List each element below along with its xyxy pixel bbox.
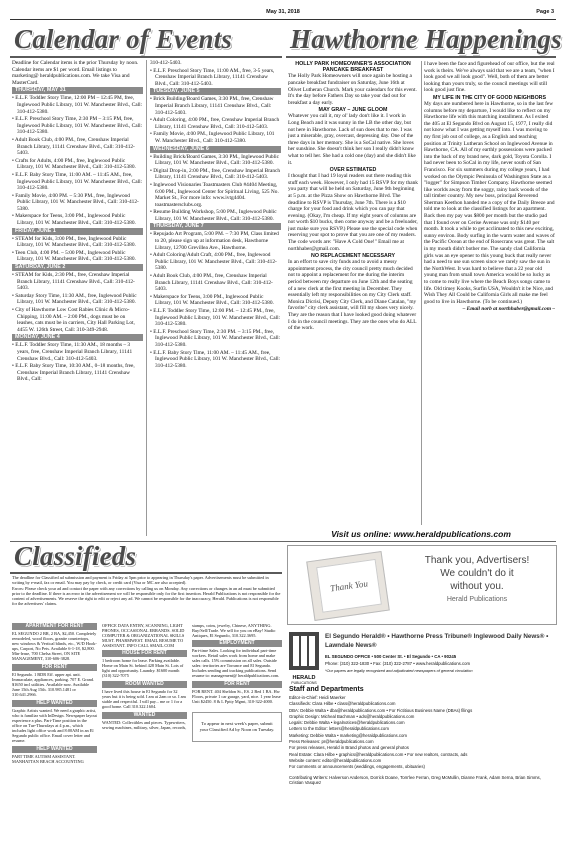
classified-ad-text: El Segundo. 1 BDR Eff. upper apt. unit. Immaculate, appliances, parking. 707 E. Grand. $1650 incl utilities. Available now. Available June 15th Aug 15th. 310.985.1481 or 310.641.2966.: [12, 672, 95, 697]
article-paragraph: I have been the face and figurehead of our office, but the real work is theirs. We've always said that we are a team, "when I look good we all look good". Well, both of them are better looking than yours truly, so the council meetings will still look good just fine.: [424, 61, 555, 94]
article-heading: HOLLY PARK HOMEOWNER'S ASSOCIATION PANCAKE BREAKFAST: [295, 61, 411, 74]
hawthorne-column-1: [288, 61, 418, 525]
staff-entry: For press releases, Herald in Brand photos and general photos: [289, 745, 409, 751]
website-banner: Visit us online: www.heraldpublications.com: [331, 529, 511, 539]
calendar-event: • E.L.F. Preschool Story Time, 11:00 AM., free, 3-5 years, Crenshaw Imperial Branch Library, 11141 Crenshaw Blvd., Call: 310-412-5403.: [150, 67, 275, 87]
thank-you-sponsor: Herald Publications: [446, 596, 508, 603]
thank-you-line: without you.: [450, 581, 504, 592]
calendar-event: • E.L.F. Toddler Story Time, 11:30 AM., 18 months – 3 years, free, Crenshaw Imperial Branch Library, 11141 Crenshaw Blvd., Call: 310-412-5403.: [12, 342, 133, 362]
hawthorne-column-2: [424, 61, 555, 525]
staff-entry: Classifieds: Clara Hilbe • class@heraldpublications.com: [289, 701, 396, 707]
staff-entry: Legals: Debbie Walta • legalnotices@heraldpublications.com: [289, 720, 405, 726]
staff-entry: Graphic Design: Micheal Bachman • ads@heraldpublications.com: [289, 713, 415, 719]
article-paragraph: I thought that I had 19 loyal readers out there reading this stuff each week. However, I only had 15 RSVP for my thank you party that will be held on Saturday, June 9th beginning at 5 p.m. at the Pizza Show on Hawthorne Blvd. The deadline to RSVP is Thursday, June 7th. There is a $10 charge for your food and drink which you can pay that evening. (Okay, I'm cheap. If my eight years of columns are not worth $10 bucks, then come anyway and be a freeloader, just make sure you RSVP.) Please use the special code when reserving your spot to prove that you are one of my readers. The code words are: "Have A Cold One!" Email me at northhaber@gmail.com.: [288, 173, 418, 252]
calendar-event: • Inglewood Visionaries Toastmasters Club #4404 Meeting, 6:00 PM., Inglewood Center for Spiritual Living, 525 No. Market St., For more info: www.ivtg4404. toastmastersclubs.org.: [150, 181, 279, 208]
masthead-note: *Our papers are legally recognized and adjudicated newspapers of general circulation: [325, 668, 473, 673]
calendar-event: • Resume Building Workshop, 5:00 PM., Inglewood Public Library, 101 W. Manchester Blvd., Call: 310-412-5380.: [150, 209, 277, 222]
classified-category: HELP WANTED: [12, 746, 97, 753]
day-header: SATURDAY, JUNE 2: [12, 264, 143, 271]
masthead-office: EL SEGUNDO OFFICE • 500 Center St. • El Segundo • CA • 90245: [325, 654, 457, 659]
staff-entry: Letters to the Editor: letters@heraldpublications.com: [289, 726, 389, 732]
staff-entry: Contributing Writers: Halverson Anderson, Dorrick Doane, Tom'lee Ferran, Greg McMullin, Dianne Frank, Adam Serna, Brian Simms, Cristian Vasquez: [289, 774, 541, 786]
thank-you-card-image: Thank You: [306, 551, 390, 621]
masthead-papers: El Segundo Herald® • Hawthorne Press Tribune® Inglewood Daily News® • Lawndale News®: [325, 633, 549, 649]
calendar-column-1: [12, 60, 143, 536]
staff-entry: DBA: Debbie Walta • dba@heraldpublications.com • For Fictitious Business Name (DBAs) filings: [289, 707, 473, 713]
calendar-event: • Adult Book Club, 4:00 PM., free, Crenshaw Imperial Branch Library, 11141 Crenshaw Blvd., Call: 310-412-5403.: [12, 136, 135, 157]
calendar-title-rule: [10, 56, 282, 58]
calendar-intro: Deadline for Calendar items is the prior Thursday by noon. Calendar items are $1 per word. Email listings to marketing@ heraldpublications.com. We take Visa and MasterCard.: [12, 60, 139, 86]
calendar-event: • Saturday Story Time, 11:30 AM., free, Inglewood Public Library, 101 W. Manchester Blvd., Call: 310-412-5380.: [12, 292, 137, 306]
header-rule: [10, 19, 556, 20]
classified-deadline-box: To appear in next week's paper, submit your Classified Ad by Noon on Tuesday.: [192, 712, 282, 742]
day-header: MONDAY, JUNE 4: [12, 334, 143, 341]
classifieds-title: Classifieds: [14, 541, 137, 571]
classified-category: FOR RENT: [192, 681, 282, 688]
calendar-event: • E.L.F. Baby Story Time, 10:30 AM., 0–18 months, free, Crenshaw Imperial Branch Library, 11141 Crenshaw Blvd., Call:: [12, 363, 135, 383]
staff-list: [289, 695, 553, 841]
calendar-event: • Makerspace for Teens, 3:00 PM., Inglewood Public Library, 101 W. Manchester Blvd., Call: 310-412-5380.: [12, 213, 136, 227]
calendar-event: • STEAM for Kids, 2:30 PM., free, Crenshaw Imperial Branch Library, 11141 Crenshaw Blvd., Call: 310-412-5403.: [12, 272, 135, 292]
article-paragraph: My days are numbered here in Hawthorne, so in the last few columns before my departure, I would like to reflect on my Hawthorne life with this matching installment. As I exited the 405 at El Segundo Blvd on August 15, 1977, I really did not know what I was getting myself into. I was moving to my first job out of college, as a English and teaching position at Trinity Lutheran School on Inglewood Avenue in Hawthorne, CA. All of my earthly possessions were packed into the back of my brand new, dark gold, Toyota Corolla. I had never been to SoCal in my life, never south of San Francisco. For six summers during my college years, I had worked on the Olympic Peninsula of Washington State as a "logger" for Simpson Timber Company. Hawthorne seemed like worlds away from the soggy, rainy back woods of the tall timber country. My new boss, principal Reverend Sherman Keethon handed me a copy of the Daily Breeze and told me to look at the classified listings for an apartment. Back then my pay was $800 per month but the studio pad that I found over on Cerise Avenue was only $140 per month. It took a while to get acclimated to this new exciting, sunny environ. Body surfing in the warm water and waves of the Pacific Ocean at the end of Rosecrans was great. The salt in my mouth didn't bother me. The sandy clad California girls was an eye opener to this young buck that really never had a need to use sun screen since we rarely saw the sun in the NorthWest. It was hard to believe that a 22 year old young man from small town America would be so lucky as to come to really live where the Beach Boys songs came to life. Old timey Kooks, Surfin USA, Wouldn't it be Nice, and Wish They All Could be California Girls all make me feel good to live in Hawthorne. (To be continued.): [424, 100, 555, 305]
calendar-continued: 310-412-5403.: [150, 60, 182, 66]
classified-ad-text: Graphic Artists wanted. We need a graphic artist, who is familiar with InDesign. Newspaper layout experience a plus. Part-Time position in the office on Tue-Thursdays at 4 p.m., which includes light office work and 8:00AM in an El Segundo public office. Email cover letter and resume.: [12, 708, 97, 743]
calendar-event: • Adult Book Club, 4:00 PM., free, Crenshaw Imperial Branch Library, 11141 Crenshaw Blvd., Call: 310-412-5403.: [150, 273, 273, 293]
page-number: Page 3: [536, 9, 554, 15]
day-header: WEDNESDAY, JUNE 6: [150, 146, 281, 153]
calendar-event: • Brick Building/Board Games, 3:30 PM., free, Crenshaw Imperial Branch Library, 11141 Crenshaw Blvd., Call: 310-412-5403.: [150, 96, 274, 116]
calendar-event: • Crafts for Adults, 4:00 PM., free, Inglewood Public Library, 101 W. Manchester Blvd., Call: 310-412-5380.: [12, 157, 136, 171]
classified-ad-text: FOR RENT. 404 Sheldon St., ES. 2 Bed 1 BA. Hw Floors, private 1 car garage, yard, nice. 1 year lease Unit $2450. 8 & L Pptty Mgmt, 310-322-4000.: [192, 689, 281, 704]
article-paragraph: The Holly Park Homeowners will once again be hosting a pancake breakfast fundraiser on Saturday, June 16th at Olivet Lutheran Church. Mark your calendars for this event. It's the day before Fathers Day so take your dad out for breakfast a day early.: [288, 73, 417, 106]
staff-entry: Website content: editor@heraldpublications.com: [289, 757, 382, 763]
article-subheading: MAY GRAY – JUNE GLOOM: [318, 107, 388, 114]
calendar-title: Calendar of Events: [14, 24, 233, 54]
article-paragraph: In an effort to save city funds and to avoid a messy appointment process, the city council pretty much decided not to appoint a replacement for me during the interim period between my departure on June 12th and the seating of a new clerk at the first meeting in December. They essentially left my responsibilities on my City Clerk staff. Monica Dicrisi, Deputy City Clerk, and Diane Catalan, "my favorite" city clerk assistant, will fill my shoes very nicely. They are the reason that I have looked good doing whatever I do in the council meetings. They are the ones who do ALL of the work.: [288, 259, 417, 332]
classified-category: EMPLOYMENT: [192, 640, 282, 647]
calendar-event: • E.L.F. Preschool Story Time, 2:30 PM. – 3:15 PM., free, Inglewood Public Library, 101 W. Manchester Blvd., Call: 310-412-5380.: [150, 328, 281, 348]
classified-category: APARTMENT FOR RENT: [12, 623, 97, 630]
classified-category: FOR RENT: [12, 664, 97, 671]
day-header: FRIDAY, JUNE 1: [12, 228, 143, 235]
masthead-phone: Phone: (310) 322-1830 • Fax: (310) 322-2787 • www.heraldpublications.com: [325, 661, 471, 666]
classifieds-column-2: OFFICE DATA ENTRY, SCANNING, LIGHT PHONES, OCCASIONAL ERRANDS. SOLID COMPUTER & ORGANIZATIONAL SKILLS MUST. PHARMWEST. EMAIL RESUME TO ASSISTANT. INFO CALL SMAIL.COM HOUSE FOR RENT 1 bedroom home for lease. Parking available. Home on Main St. behind 428 Main St. Lots of light and opportunity. Laundry. $1600 month (310) 322-7075 ROOM WANTED I have lived this house in El Segundo for 32 years but it is being sold. I am at 2am or so. I am stable and respectful. I will pay... me or 1 for a good home. Call 310.322.1604. WANTED WANTED: Collectibles and pieces. Typewriters, sewing machines, military, silver, Japan, records,: [102, 623, 187, 730]
classified-ad-text: WANTED: Collectibles and pieces. Typewriters, sewing machines, military, silver, Japan, records,: [102, 720, 187, 730]
hawthorne-title-rule: [286, 56, 556, 58]
calendar-event: • Digital Drop-in, 2:00 PM., free, Crenshaw Imperial Branch Library, 11141 Crenshaw Blvd., Call: 310-412-5403.: [150, 167, 281, 181]
calendar-event: • E.L.F. Toddler Story Time, 12:00 PM. – 12:45 PM., free, Inglewood Public Library, 101 W. Manchester Blvd., Call: 310-412-5380.: [150, 308, 281, 328]
thank-you-ad: [287, 545, 557, 625]
classified-category: HOUSE FOR RENT: [102, 650, 187, 657]
calendar-event: • Makerspace for Teens, 3:00 PM., Inglewood Public Library, 101 W. Manchester Blvd., Call: 310-412-5380.: [150, 293, 274, 307]
calendar-event: • Adult Coloring, 4:00 PM., free, Crenshaw Imperial Branch Library, 11141 Crenshaw Blvd., Call: 310-412-5403.: [150, 117, 280, 130]
article-subheading: OVER ESTIMATED: [329, 167, 377, 174]
calendar-event: • Repujado Art Program, 5:00 PM. – 7:30 PM, Class limited to 20, please sign up at information desk, Hawthorne Library, 12700 Grevillea Ave., Hawthorne.: [150, 231, 279, 251]
classified-category: HELP WANTED: [12, 700, 97, 707]
staff-entry: Press Releases: pr@heraldpublications.com: [289, 739, 374, 745]
classified-ad-text: I have lived this house in El Segundo for 32 years but it is being sold. I am at 2am or so. I am stable and respectful. I will pay... me or 1 for a good home. Call 310.322.1604.: [102, 689, 186, 709]
thank-you-headline: Thank you, Advertisers!: [424, 555, 530, 566]
classified-category: WANTED: [102, 712, 187, 719]
classifieds-column-1: [12, 623, 97, 839]
calendar-event: • Family Movie, 4:00 PM., Inglewood Public Library, 101 W. Manchester Blvd., Call: 310-412-5380.: [150, 131, 275, 144]
classified-ad-text: PART TIME AUTISM ASSISTANT. MANHATTAN BEACH ACCOUNTING: [12, 754, 84, 764]
staff-entry: Editor-in-Chief: Heidi Maerker: [289, 695, 346, 700]
day-header: TUESDAY, JUNE 5: [150, 88, 281, 95]
classifieds-intro: The deadline for Classified ad submission and payment is Friday at 5pm prior to appearing in Thursday's paper. Advertisements must be submitted in writing by e-mail, fax or email. You may pay by check, or credit card (Visa or MC are also accepted). Errors: Please check your ad and contact the paper with any corrections by calling us on Monday. Any corrections or changes in an ad must be submitted prior to the deadline. If there is an error in the advertisement we will be responsible only for the first insertion. Herald Publications is not responsible for the content of advertisements. We reserve the right to edit or reject any ad. We cannot be responsible for the inaccuracy, Herald. Publications is not responsible for the advertisers' claims.: [12, 575, 281, 606]
staff-entry: For comments or announcements (weddings, engagements, obituaries): [289, 764, 425, 770]
classified-ad-text: Part-time Sales. Looking for individual part-time workers. Retail sales work from home and make sales calls. 15% commission on all sales. Outside sales: territories are Torrance and El Segundo. Includes sending and tracking publications. Send resume to: management@ heraldpublications.com.: [192, 648, 280, 678]
classified-ad-text: 1 bedroom home for lease. Parking available. Home on Main St. behind 428 Main St. Lots of light and opportunity. Laundry. $1600 month (310) 322-7075: [102, 658, 184, 678]
article-subheading: MY LIFE IN THE CITY OF GOOD NEIGHBORS: [432, 94, 547, 101]
classified-category: ROOM WANTED: [102, 681, 187, 688]
herald-logo: HERALD PUBLICATIONS: [289, 632, 319, 682]
calendar-event: • Teen Club, 4:00 PM. – 5:00 PM., Inglewood Public Library, 101 W. Manchester Blvd., Call: 310-412-5380.: [12, 249, 136, 263]
calendar-event: • E.L.F. Preschool Story Time, 2:30 PM – 3:15 PM, free, Inglewood Public Library, 101 W. Manchester Blvd., Call: 310-412-5380.: [12, 116, 143, 136]
calendar-event: • E.L.F. Baby Story Time, 11:00 AM. – 11:45 AM., free, Inglewood Public Library, 101 W. Manchester Blvd., Call: 310-412-5380.: [12, 171, 143, 192]
author-signoff: – Email norb at northhaber@gmail.com –: [462, 306, 555, 313]
classified-ad-text: EL SEGUNDO 2 BR, 2 BA, $2,450. Completely remodeled, wood floors, granite countertops, new windows & Vertical blinds, etc., W/D Hook-ups, Carport, No Pets. Available 6-1-18, $2,800. Min-lease, 700 Chelsa Street, ON SITE MANAGEMENT, 310-606-3828.: [12, 631, 97, 661]
day-header: THURSDAY, MAY 31: [12, 87, 143, 94]
calendar-event: • City of Hawthorne Low Cost Rabies Clinic & Micro-Chipping, 11:00 AM. – 2:00 PM., dogs must be on leashes, cats must be in carriers, City Hall Parking Lot, 4455 W. 126th Street, Call: 310-349-2948.: [12, 307, 135, 333]
calendar-column-2: [150, 60, 281, 536]
hawthorne-title: Hawthorne Happenings: [290, 24, 562, 54]
staff-entry: Real Estate: Clara Hilbe • graphics@heraldpublications.com • For new realtors, contracts, ads: [289, 751, 468, 757]
calendar-event: • STEAM for Kids, 3:00 PM., free, Inglewood Public Library, 101 W. Manchester Blvd., Call: 310-412-5380.: [12, 235, 136, 249]
article-paragraph: Whatever you call it, my ol' lady don't like it. I work in Long Beach and it was sunny in the LB the other day, but not here in Hawthorne. Lack of sun does that to me. I was just a miserable, gray, overcast, depressing day. One of the three days in her memory. She is a SoCal native. She loves her sunshine. She doesn't think her son I really didn't know what to tell her. She had a cold one (day) and she didn't like it.: [288, 113, 416, 166]
issue-date: May 31, 2018: [266, 9, 300, 15]
article-subheading: NO REPLACEMENT NECESSARY: [311, 253, 395, 260]
staff-title: Staff and Departments: [289, 686, 364, 693]
thank-you-line: We couldn't do it: [440, 568, 514, 579]
day-header: THURSDAY, JUNE 7: [150, 223, 281, 230]
calendar-event: • Building Brick/Board Games, 3:30 PM., Inglewood Public Library, 101 W. Manchester Blvd., Call: 310-412-5380.: [150, 153, 279, 167]
calendar-event: • E.L.F. Toddler Story Time, 12:00 PM – 12:45 PM, free, Inglewood Public Library, 101 W. Manchester Blvd., Call: 310-412-5380.: [12, 95, 143, 115]
calendar-event: • Adult Coloring/Adult Craft, 4:00 PM., free, Inglewood Public Library, 101 W. Manchester Blvd., Call: 310-412-5380.: [150, 252, 277, 272]
staff-entry: Marketing: Debbie Walta • marketing@heraldpublications.com: [289, 732, 407, 738]
calendar-event: • E.L.F. Baby Story Time, 11:00 AM. – 11:45 AM., free, Inglewood Public Library, 101 W. Manchester Blvd., Call: 310-412-5380.: [150, 349, 281, 369]
herald-logo-icon: [289, 632, 319, 670]
classifieds-column-3: stamps, coins, jewelry, Chinese, ANYTHING. Buy/Sell/Trade. We sell for you on eBay! Studio Antiques, El Segundo, 310.322.3695. EMPLOYMENT Part-time Sales. Looking for individual part-time workers. Retail sales work from home and make sales calls. 15% commission on all sales. Outside sales: territories are Torrance and El Segundo. Includes sending and tracking publications. Send resume to: management@ heraldpublications.com. FOR RENT FOR RENT. 404 Sheldon St., ES. 2 Bed 1 BA. Hw Floors, private 1 car garage, yard, nice. 1 year lease Unit $2450. 8 & L Pptty Mgmt, 310-322-4000. To appear in next week's paper, submit your Classified Ad by Noon on Tuesday.: [192, 623, 282, 839]
calendar-event: • Family Movie, 4:00 PM. – 5:30 PM., free, Inglewood Public Library, 101 W. Manchester Blvd., Call: 310-412-5380.: [12, 192, 139, 212]
classifieds-title-rule: [10, 572, 282, 574]
column-divider: [146, 60, 147, 536]
column-divider: [421, 61, 422, 525]
